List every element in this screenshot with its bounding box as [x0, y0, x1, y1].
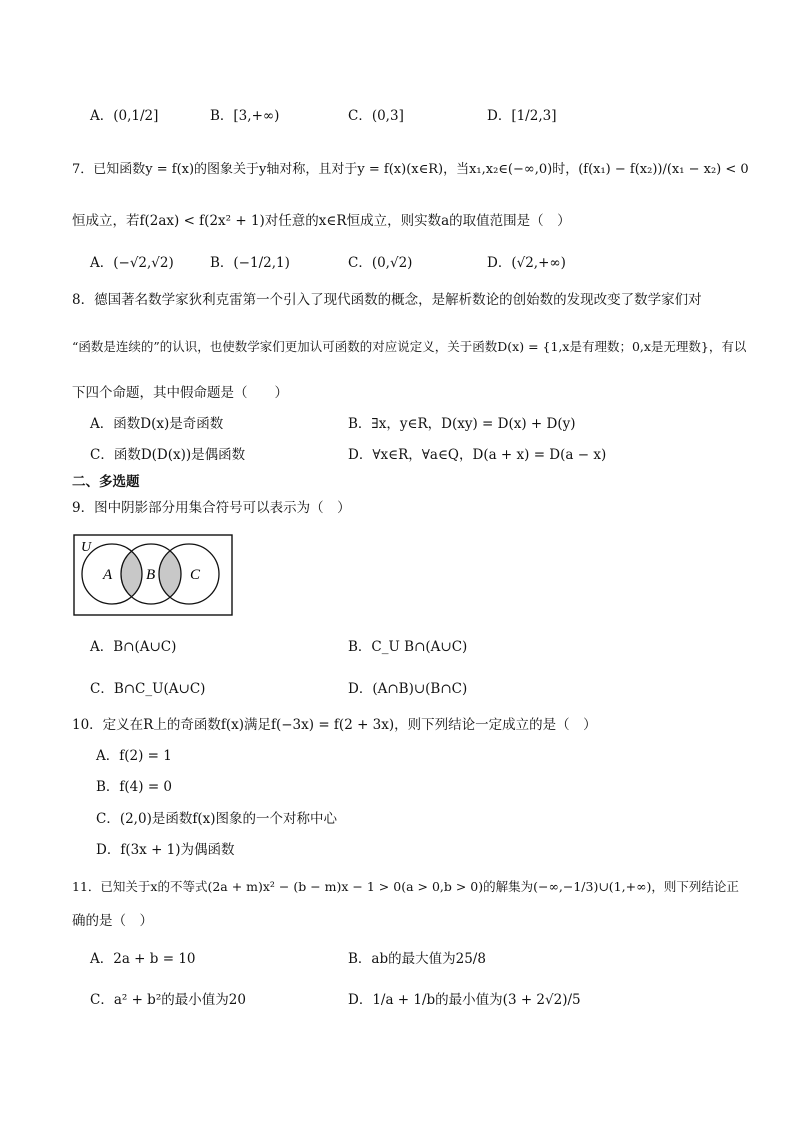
q8-stem-line2: “函数是连续的”的认识，也使数学家们更加认可函数的对应说定义，关于函数D(x) = {1,x是有理数；0,x是无理数}，有以: [72, 339, 747, 354]
q6-option-a[interactable]: A．(0,1/2]: [90, 108, 159, 124]
q11-stem-line1: 11．已知关于x的不等式(2a + m)x² − (b − m)x − 1 > 0(a > 0,b > 0)的解集为(−∞,−1/3)∪(1,+∞)，则下列结论正: [72, 879, 739, 894]
q11-stem-line2: 确的是（ ）: [72, 913, 153, 929]
q8-stem-line1: 8．德国著名数学家狄利克雷第一个引入了现代函数的概念，是解析数论的创始数的发现改变了数学家们对: [72, 292, 702, 308]
q9-option-d[interactable]: D．(A∩B)∪(B∩C): [348, 681, 468, 697]
q6-option-d[interactable]: D．[1/2,3]: [487, 108, 557, 124]
q11-option-b[interactable]: B．ab的最大值为25/8: [348, 951, 486, 967]
q7-stem-line1: 7．已知函数y = f(x)的图象关于y轴对称，且对于y = f(x)(x∈R)，当x₁,x₂∈(−∞,0)时，(f(x₁) − f(x₂))/(x₁ − x₂) < 0: [72, 162, 749, 177]
venn-diagram: [73, 534, 233, 616]
q6-option-c[interactable]: C．(0,3]: [348, 108, 404, 124]
q11-option-c[interactable]: C．a² + b²的最小值为20: [90, 992, 246, 1008]
venn-label-u: U: [81, 540, 92, 555]
q8-option-c[interactable]: C．函数D(D(x))是偶函数: [90, 447, 246, 463]
section-heading-multi-choice: 二、多选题: [72, 474, 140, 490]
q8-option-b[interactable]: B．∃x，y∈R，D(xy) = D(x) + D(y): [348, 416, 576, 432]
q10-option-b[interactable]: B．f(4) = 0: [96, 779, 173, 795]
q11-option-a[interactable]: A．2a + b = 10: [90, 951, 196, 967]
q7-option-d[interactable]: D．(√2,+∞): [487, 255, 566, 271]
q9-stem: 9．图中阴影部分用集合符号可以表示为（ ）: [72, 500, 351, 516]
q8-option-d[interactable]: D．∀x∈R，∀a∈Q，D(a + x) = D(a − x): [348, 447, 607, 463]
q10-option-a[interactable]: A．f(2) = 1: [96, 748, 172, 764]
q8-option-a[interactable]: A．函数D(x)是奇函数: [90, 416, 224, 432]
q8-stem-line3: 下四个命题，其中假命题是（ ）: [72, 385, 288, 401]
q9-option-c[interactable]: C．B∩C_U(A∪C): [90, 681, 206, 697]
q9-option-a[interactable]: A．B∩(A∪C): [90, 639, 177, 655]
q7-option-a[interactable]: A．(−√2,√2): [90, 255, 174, 271]
q6-option-b[interactable]: B．[3,+∞): [210, 108, 280, 124]
q10-option-d[interactable]: D．f(3x + 1)为偶函数: [96, 842, 235, 858]
venn-label-a: A: [103, 567, 113, 583]
q9-option-b[interactable]: B．C_U B∩(A∪C): [348, 639, 468, 655]
venn-label-b: B: [146, 567, 156, 583]
q10-stem: 10．定义在R上的奇函数f(x)满足f(−3x) = f(2 + 3x)，则下列结论一定成立的是（ ）: [72, 717, 597, 733]
q7-option-b[interactable]: B．(−1/2,1): [210, 255, 290, 271]
q10-option-c[interactable]: C．(2,0)是函数f(x)图象的一个对称中心: [96, 811, 337, 827]
venn-label-c: C: [190, 567, 201, 583]
q11-option-d[interactable]: D．1/a + 1/b的最小值为(3 + 2√2)/5: [348, 992, 581, 1008]
q7-option-c[interactable]: C．(0,√2): [348, 255, 413, 271]
q7-stem-line2: 恒成立，若f(2ax) < f(2x² + 1)对任意的x∈R恒成立，则实数a的取值范围是（ ）: [72, 213, 571, 229]
